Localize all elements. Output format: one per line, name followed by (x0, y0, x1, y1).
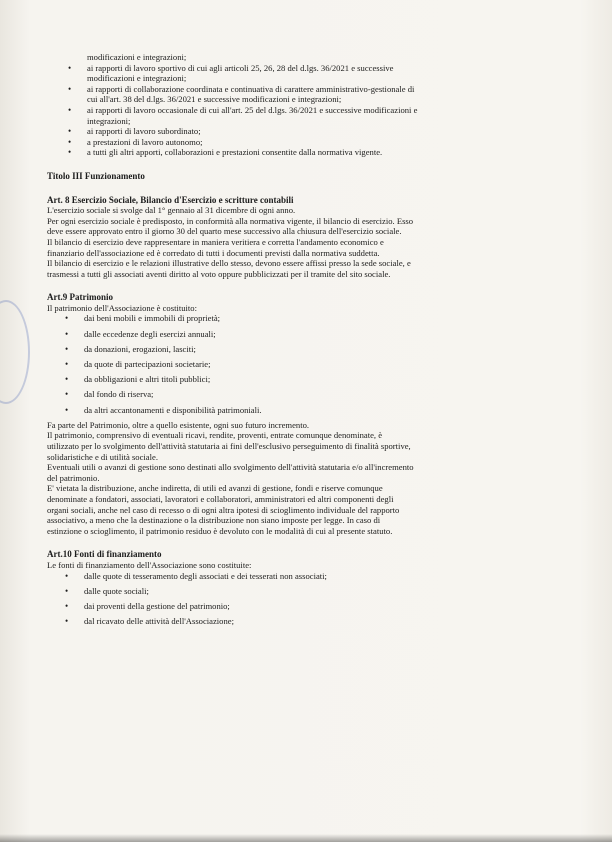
list-item-text: dal fondo di riserva; (84, 389, 154, 400)
list-item-text: a tutti gli altri apporti, collaborazioni e prestazioni consentite dalla normativa vigente. (87, 147, 383, 158)
paragraph-line: associativo, a meno che la destinazione o la distribuzione non siano imposte per legge. In caso di (47, 515, 381, 526)
list-item (47, 586, 567, 597)
bullet-icon: • (65, 359, 69, 370)
list-item-text: dalle eccedenze degli esercizi annuali; (84, 328, 216, 339)
article-9-heading: Art.9 Patrimonio (47, 292, 113, 303)
page-edge-shadow (0, 834, 612, 842)
article-10-list (47, 571, 567, 627)
bullet-icon: • (65, 374, 69, 385)
list-item-text: dal ricavato delle attività dell'Associazione; (84, 616, 234, 627)
article-9 (47, 292, 567, 536)
stamp-seal (0, 300, 30, 404)
paragraph-line: Fa parte del Patrimonio, oltre a quello esistente, ogni suo futuro incremento. (47, 419, 310, 430)
list-item (47, 389, 567, 400)
article-10 (47, 549, 567, 626)
list-item-text: ai rapporti di lavoro occasionale di cui all'art. 25 del d.lgs. 36/2021 e successive modificazioni e (87, 104, 418, 115)
list-item (47, 84, 567, 105)
list-item (47, 405, 567, 416)
bullet-icon: • (68, 136, 72, 147)
paragraph-line: Eventuali utili o avanzi di gestione sono destinati allo svolgimento dell'attività statutaria e/o all'incremento (47, 462, 414, 473)
list-item-text: cui all'art. 38 del d.lgs. 36/2021 e successive modificazioni e integrazioni; (87, 94, 342, 105)
article-10-intro: Le fonti di finanziamento dell'Associazione sono costituite: (47, 559, 252, 570)
list-item-text: modificazioni e integrazioni; (87, 52, 187, 62)
bullet-icon: • (68, 104, 72, 115)
bullet-icon: • (65, 328, 69, 339)
paragraph-line: deve essere approvato entro il giorno 30 del quarto mese successivo alla chiusura dell'esercizio sociale. (47, 226, 402, 237)
article-9-list (47, 313, 567, 415)
list-item (47, 359, 567, 370)
list-item-text: ai rapporti di lavoro subordinato; (87, 126, 201, 137)
paragraph-line: denominate a fondatori, associati, lavoratori e collaboratori, amministratori ed altri componenti degli (47, 493, 394, 504)
paragraph-line: Il bilancio di esercizio deve rappresentare in maniera veritiera e corretta l'andamento economico e (47, 236, 384, 247)
paragraph-line: utilizzato per lo svolgimento dell'attività statutaria ai fini dell'esclusivo perseguimento di finalità sportive, (47, 440, 411, 451)
article-9-intro: Il patrimonio dell'Associazione è costituito: (47, 302, 197, 313)
list-item-text: da quote di partecipazioni societarie; (84, 359, 211, 370)
section-title: Titolo III Funzionamento (47, 170, 145, 181)
list-item-text: dalle quote sociali; (84, 585, 149, 596)
list-item (47, 329, 567, 340)
paragraph-line: organi sociali, anche nel caso di recesso o di ogni altra ipotesi di scioglimento individuale del rapporto (47, 504, 400, 515)
list-item (47, 616, 567, 627)
paragraph-line: E' vietata la distribuzione, anche indiretta, di utili ed avanzi di gestione, fondi e riserve comunque (47, 483, 383, 494)
list-item (47, 344, 567, 355)
article-8 (47, 195, 567, 280)
paragraph-line: L'esercizio sociale si svolge dal 1° gennaio al 31 dicembre di ogni anno. (47, 205, 296, 216)
bullet-icon: • (65, 570, 69, 581)
list-item (47, 137, 567, 148)
list-item (47, 52, 567, 63)
intro-list (47, 52, 567, 158)
list-item-text: modificazioni e integrazioni; (87, 73, 187, 84)
document-body (47, 52, 567, 631)
paragraph-line: solidaristiche e di utilità sociale. (47, 451, 158, 462)
bullet-icon: • (65, 585, 69, 596)
paragraph-line: Il bilancio di esercizio e le relazioni illustrative dello stesso, devono essere affissi presso la sede sociale, e (47, 258, 411, 269)
list-item (47, 571, 567, 582)
list-item-text: da obbligazioni e altri titoli pubblici; (84, 374, 211, 385)
paragraph-line: Il patrimonio, comprensivo di eventuali ricavi, rendite, proventi, entrate comunque denominate, è (47, 430, 383, 441)
bullet-icon: • (68, 83, 72, 94)
list-item-text: dalle quote di tesseramento degli associati e dei tesserati non associati; (84, 570, 327, 581)
list-item-text: integrazioni; (87, 115, 131, 126)
bullet-icon: • (68, 147, 72, 158)
list-item (47, 374, 567, 385)
list-item-text: dai beni mobili e immobili di proprietà; (84, 313, 221, 324)
paragraph-line: Per ogni esercizio sociale è predisposto, in conformità alla normativa vigente, il bilancio di esercizio. Esso (47, 215, 414, 226)
bullet-icon: • (68, 62, 72, 73)
list-item-text: a prestazioni di lavoro autonomo; (87, 136, 203, 147)
list-item (47, 313, 567, 324)
article-9-text (47, 420, 567, 537)
paragraph-line: finanziario dell'associazione ed è corredato di tutti i documenti previsti dalla normativa suddetta. (47, 247, 380, 258)
bullet-icon: • (65, 389, 69, 400)
list-item (47, 126, 567, 137)
paragraph-line: estinzione o scioglimento, il patrimonio residuo è devoluto con le modalità di cui al presente statuto. (47, 525, 393, 536)
list-item-text: ai rapporti di collaborazione coordinata e continuativa di carattere amministrativo-gestionale di (87, 83, 415, 94)
bullet-icon: • (65, 313, 69, 324)
bullet-icon: • (68, 126, 72, 137)
article-8-text (47, 205, 567, 279)
list-item-text: dai proventi della gestione del patrimonio; (84, 600, 230, 611)
list-item (47, 601, 567, 612)
bullet-icon: • (65, 616, 69, 627)
list-item (47, 147, 567, 158)
paragraph-line: del patrimonio. (47, 472, 100, 483)
list-item (47, 63, 567, 84)
list-item-text: da altri accantonamenti e disponibilità patrimoniali. (84, 404, 262, 415)
list-item-text: ai rapporti di lavoro sportivo di cui agli articoli 25, 26, 28 del d.lgs. 36/2021 e successive (87, 62, 394, 73)
paragraph-line: trasmessi a tutti gli associati aventi diritto al voto oppure pubblicizzati per il tramite del sito sociale. (47, 268, 391, 279)
list-item-text: da donazioni, erogazioni, lasciti; (84, 343, 196, 354)
bullet-icon: • (65, 600, 69, 611)
bullet-icon: • (65, 404, 69, 415)
bullet-icon: • (65, 343, 69, 354)
list-item (47, 105, 567, 126)
article-10-heading: Art.10 Fonti di finanziamento (47, 549, 162, 560)
article-8-heading: Art. 8 Esercizio Sociale, Bilancio d'Esercizio e scritture contabili (47, 194, 294, 205)
